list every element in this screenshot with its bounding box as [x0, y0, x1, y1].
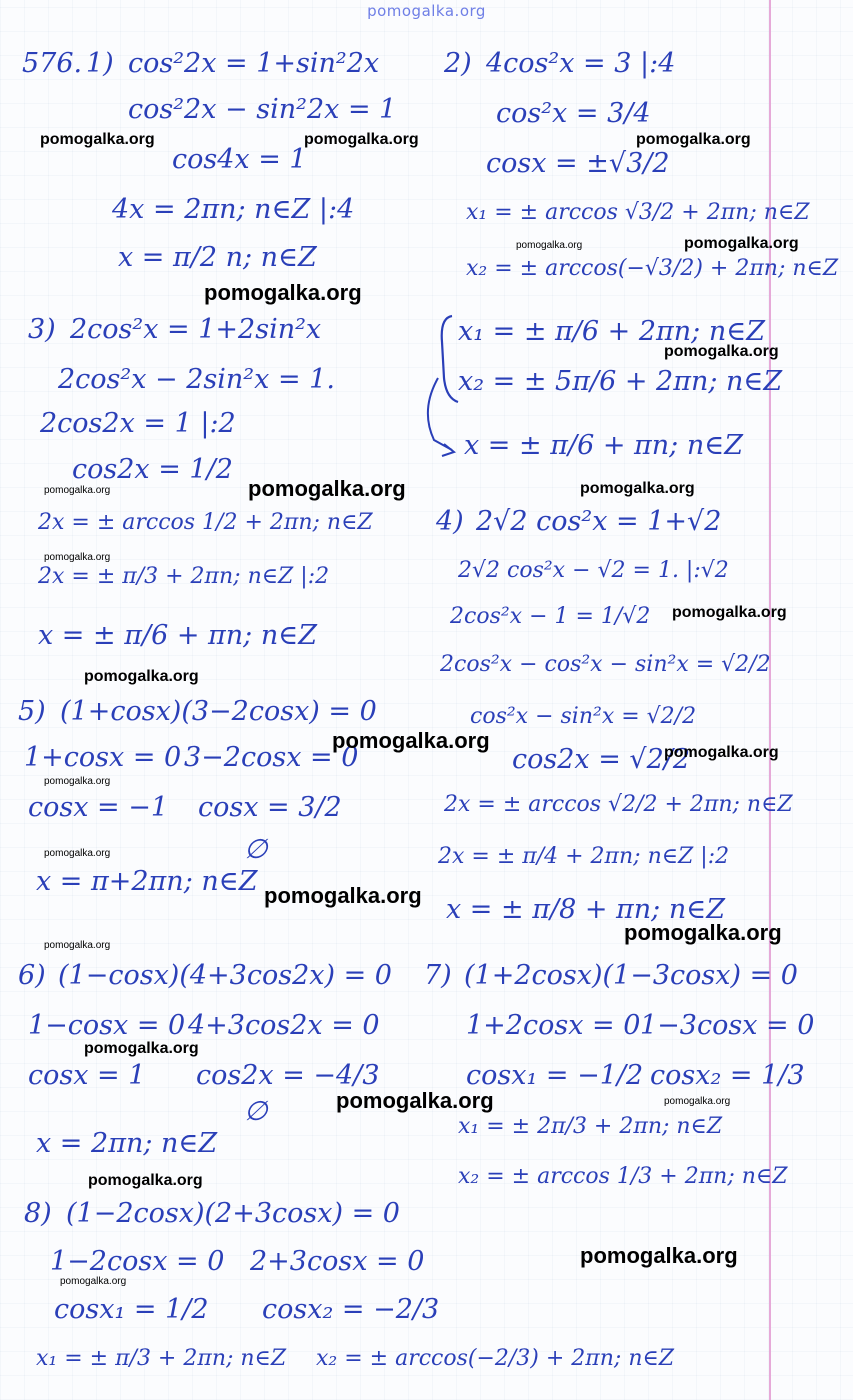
s5-line-7: x = π+2πn; n∈Z: [36, 866, 258, 897]
s7-line-4: cosx₁ = −1/2: [466, 1060, 644, 1091]
s8-line-7: x₂ = ± arccos(−2/3) + 2πn; n∈Z: [316, 1346, 675, 1371]
s8-line-1: (1−2cosx)(2+3cosx) = 0: [66, 1198, 400, 1229]
watermark: pomogalka.org: [624, 920, 782, 945]
s6-line-1: (1−cosx)(4+3cos2x) = 0: [58, 960, 392, 991]
s3-line-7: x = ± π/6 + πn; n∈Z: [38, 620, 317, 651]
s8-line-3: 2+3cosx = 0: [250, 1246, 425, 1277]
watermark: pomogalka.org: [672, 604, 787, 621]
watermark: pomogalka.org: [580, 1243, 738, 1268]
s5-empty-set: ∅: [244, 834, 268, 865]
s2-line-7: x₂ = ± 5π/6 + 2πn; n∈Z: [458, 366, 783, 397]
watermark: pomogalka.org: [580, 480, 695, 497]
s6-empty-set: ∅: [244, 1096, 268, 1127]
s1-line-2: cos²2x − sin²2x = 1: [128, 94, 397, 125]
watermark: pomogalka.org: [60, 1276, 127, 1287]
watermark: pomogalka.org: [664, 1096, 731, 1107]
watermark: pomogalka.org: [44, 848, 111, 859]
s4-line-6: cos2x = √2/2: [512, 744, 691, 775]
watermark: pomogalka.org: [636, 131, 751, 148]
s7-line-5: cosx₂ = 1/3: [650, 1060, 805, 1091]
s3-line-6: 2x = ± π/3 + 2πn; n∈Z |:2: [38, 564, 330, 589]
s5-label: 5): [18, 696, 46, 727]
s5-line-4: cosx = −1: [28, 792, 169, 823]
s7-label: 7): [424, 960, 452, 991]
watermark: pomogalka.org: [304, 131, 419, 148]
s1-line-5: x = π/2 n; n∈Z: [118, 242, 317, 273]
s1-line-1: cos²2x = 1+sin²2x: [128, 48, 380, 79]
watermark: pomogalka.org: [664, 744, 779, 761]
s8-label: 8): [24, 1198, 52, 1229]
s2-line-8: x = ± π/6 + πn; n∈Z: [464, 430, 743, 461]
watermark: pomogalka.org: [40, 131, 155, 148]
watermark: pomogalka.org: [84, 1040, 199, 1057]
s7-line-3: 1−3cosx = 0: [640, 1010, 815, 1041]
s8-line-2: 1−2cosx = 0: [50, 1246, 225, 1277]
s4-line-8: 2x = ± π/4 + 2πn; n∈Z |:2: [438, 844, 730, 869]
site-header-watermark: pomogalka.org: [367, 2, 486, 20]
s4-line-5: cos²x − sin²x = √2/2: [470, 704, 697, 729]
watermark: pomogalka.org: [684, 235, 799, 252]
s4-line-4: 2cos²x − cos²x − sin²x = √2/2: [440, 652, 771, 677]
s4-line-7: 2x = ± arccos √2/2 + 2πn; n∈Z: [444, 792, 793, 817]
s8-line-5: cosx₂ = −2/3: [262, 1294, 440, 1325]
s5-line-1: (1+cosx)(3−2cosx) = 0: [60, 696, 377, 727]
watermark: pomogalka.org: [336, 1088, 494, 1113]
s6-line-4: cosx = 1: [28, 1060, 146, 1091]
s4-label: 4): [436, 506, 464, 537]
s2-line-1: 4cos²x = 3 |:4: [486, 48, 676, 79]
s5-line-3: 3−2cosx = 0: [184, 742, 359, 773]
s7-line-2: 1+2cosx = 0: [466, 1010, 641, 1041]
s6-line-5: cos2x = −4/3: [196, 1060, 380, 1091]
watermark: pomogalka.org: [516, 240, 583, 251]
s2-line-2: cos²x = 3/4: [496, 98, 651, 129]
watermark: pomogalka.org: [332, 728, 490, 753]
problem-number: 576.: [22, 48, 83, 79]
s4-line-9: x = ± π/8 + πn; n∈Z: [446, 894, 725, 925]
watermark: pomogalka.org: [664, 343, 779, 360]
watermark: pomogalka.org: [88, 1172, 203, 1189]
s2-line-5: x₂ = ± arccos(−√3/2) + 2πn; n∈Z: [466, 256, 839, 281]
s6-line-2: 1−cosx = 0: [28, 1010, 186, 1041]
s6-line-3: 4+3cos2x = 0: [188, 1010, 380, 1041]
s2-line-6: x₁ = ± π/6 + 2πn; n∈Z: [458, 316, 765, 347]
s6-line-7: x = 2πn; n∈Z: [36, 1128, 218, 1159]
s3-line-5: 2x = ± arccos 1/2 + 2πn; n∈Z: [38, 510, 373, 535]
s8-line-6: x₁ = ± π/3 + 2πn; n∈Z: [36, 1346, 287, 1371]
s1-line-3: cos4x = 1: [172, 144, 307, 175]
s7-line-7: x₂ = ± arccos 1/3 + 2πn; n∈Z: [458, 1164, 788, 1189]
s2-label: 2): [444, 48, 472, 79]
s2-line-3: cosx = ±√3/2: [486, 148, 670, 179]
s4-line-2: 2√2 cos²x − √2 = 1. |:√2: [458, 558, 729, 583]
s2-line-4: x₁ = ± arccos √3/2 + 2πn; n∈Z: [466, 200, 810, 225]
s1-label: 1): [86, 48, 114, 79]
s6-label: 6): [18, 960, 46, 991]
watermark: pomogalka.org: [264, 883, 422, 908]
watermark: pomogalka.org: [84, 668, 199, 685]
watermark: pomogalka.org: [44, 940, 111, 951]
watermark: pomogalka.org: [204, 280, 362, 305]
s3-line-3: 2cos2x = 1 |:2: [40, 408, 236, 439]
s5-line-5: cosx = 3/2: [198, 792, 342, 823]
s1-line-4: 4x = 2πn; n∈Z |:4: [112, 194, 355, 225]
watermark: pomogalka.org: [44, 552, 111, 563]
s4-line-3: 2cos²x − 1 = 1/√2: [450, 604, 651, 629]
s3-line-4: cos2x = 1/2: [72, 454, 233, 485]
s8-line-4: cosx₁ = 1/2: [54, 1294, 209, 1325]
s3-line-1: 2cos²x = 1+2sin²x: [70, 314, 322, 345]
s7-line-1: (1+2cosx)(1−3cosx) = 0: [464, 960, 798, 991]
s5-line-2: 1+cosx = 0: [24, 742, 182, 773]
s3-label: 3): [28, 314, 56, 345]
watermark: pomogalka.org: [44, 485, 111, 496]
watermark: pomogalka.org: [248, 476, 406, 501]
watermark: pomogalka.org: [44, 776, 111, 787]
s7-line-6: x₁ = ± 2π/3 + 2πn; n∈Z: [458, 1114, 723, 1139]
s4-line-1: 2√2 cos²x = 1+√2: [476, 506, 722, 537]
s3-line-2: 2cos²x − 2sin²x = 1.: [58, 364, 335, 395]
